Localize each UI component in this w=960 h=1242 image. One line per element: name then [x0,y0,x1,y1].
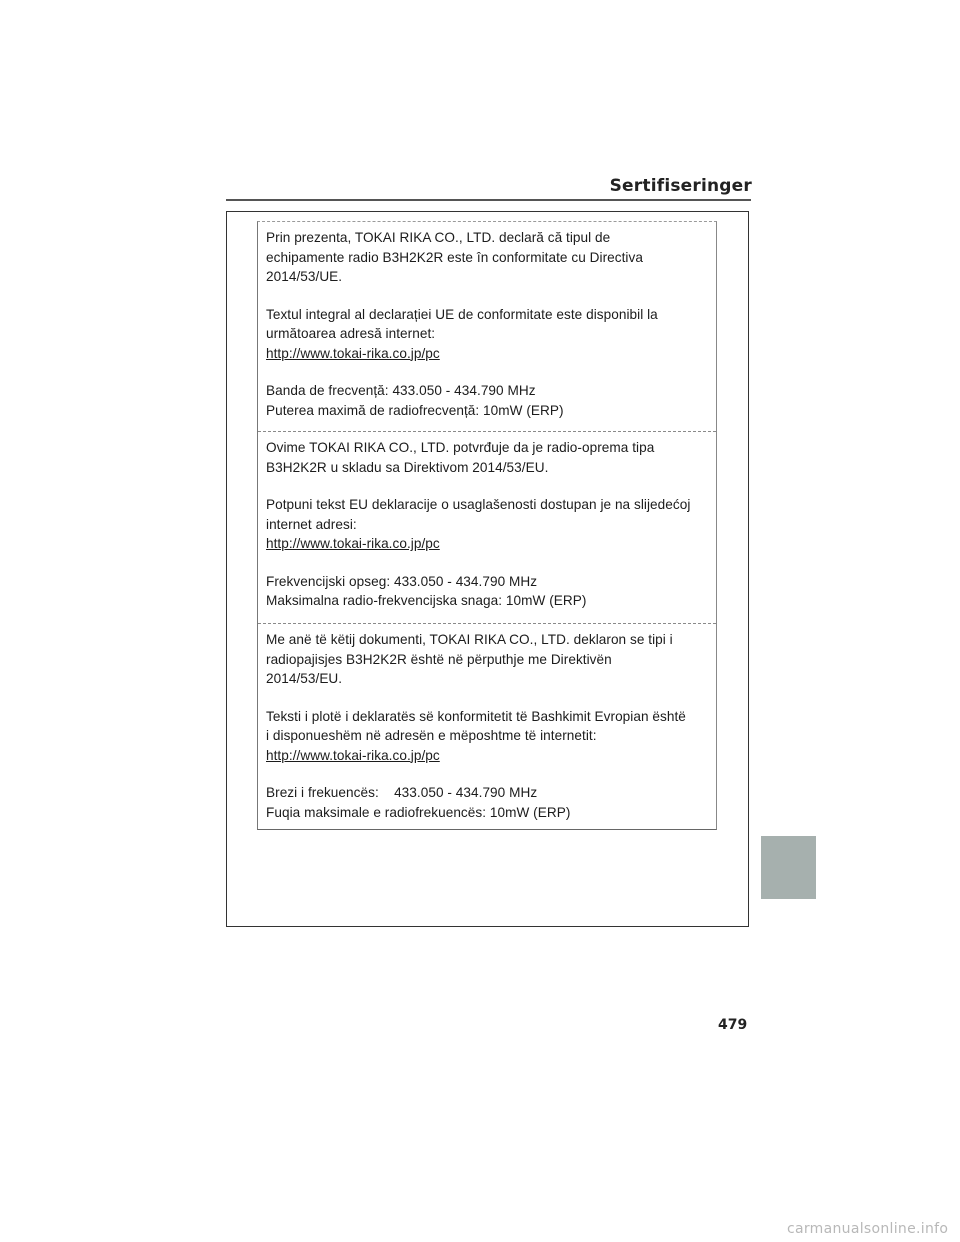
fulltext-line: Textul integral al declarației UE de conformitate este disponibil la [266,306,658,322]
declaration-intro [266,438,710,477]
declaration-specs [266,783,710,822]
site-watermark: carmanualsonline.info [787,1221,949,1237]
declaration-scan [257,221,717,830]
frequency-band: Frekvencijski opseg: 433.050 - 434.790 MHz [266,573,538,589]
fulltext-line: Teksti i plotë i deklaratës së konformitetit të Bashkimit Evropian është [266,708,686,724]
header-rule [226,199,751,201]
page-number: 479 [718,1017,748,1033]
frequency-band: Banda de frecvență: 433.050 - 434.790 MHz [266,383,536,398]
max-power: Maksimalna radio-frekvencijska snaga: 10mW (ERP) [266,593,587,608]
declaration-specs [266,381,710,420]
intro-line: 2014/53/UE. [266,269,343,284]
declaration-intro [266,630,710,689]
declaration-fulltext [266,305,710,364]
declaration-url-link[interactable]: http://www.tokai-rika.co.jp/pc [266,345,440,361]
declaration-section-albanian [258,623,716,831]
fulltext-line: Potpuni tekst EU deklaracije o usaglašenosti dostupan je na slijedećoj [266,497,691,512]
section-header-title: Sertifiseringer [609,176,752,196]
intro-line: Prin prezenta, TOKAI RIKA CO., LTD. declară că tipul de [266,230,611,245]
declaration-intro [266,228,710,287]
fulltext-line: următoarea adresă internet: [266,326,436,341]
declaration-url-link[interactable]: http://www.tokai-rika.co.jp/pc [266,536,440,551]
declaration-fulltext [266,495,710,554]
declaration-fulltext [266,707,710,766]
fulltext-line: i disponueshëm në adresën e mëposhtme të internetit: [266,728,597,743]
chapter-side-tab [761,836,816,899]
fulltext-line: internet adresi: [266,516,357,532]
max-power: Puterea maximă de radiofrecvență: 10mW (ERP) [266,402,564,418]
intro-line: B3H2K2R u skladu sa Direktivom 2014/53/EU. [266,459,549,475]
declaration-url-link[interactable]: http://www.tokai-rika.co.jp/pc [266,747,440,763]
intro-line: 2014/53/EU. [266,671,343,686]
intro-line: radiopajisjes B3H2K2R është në përputhje me Direktivën [266,651,612,667]
frequency-band: Brezi i frekuencës: 433.050 - 434.790 MHz [266,785,538,800]
declaration-section-bosnian [258,431,716,623]
intro-line: echipamente radio B3H2K2R este în conformitate cu Directiva [266,249,643,265]
intro-line: Ovime TOKAI RIKA CO., LTD. potvrđuje da je radio-oprema tipa [266,440,655,455]
declaration-specs [266,572,710,611]
declaration-section-romanian [258,222,716,431]
intro-line: Me anë të këtij dokumenti, TOKAI RIKA CO., LTD. deklaron se tipi i [266,632,673,647]
max-power: Fuqia maksimale e radiofrekuencës: 10mW (ERP) [266,804,571,820]
